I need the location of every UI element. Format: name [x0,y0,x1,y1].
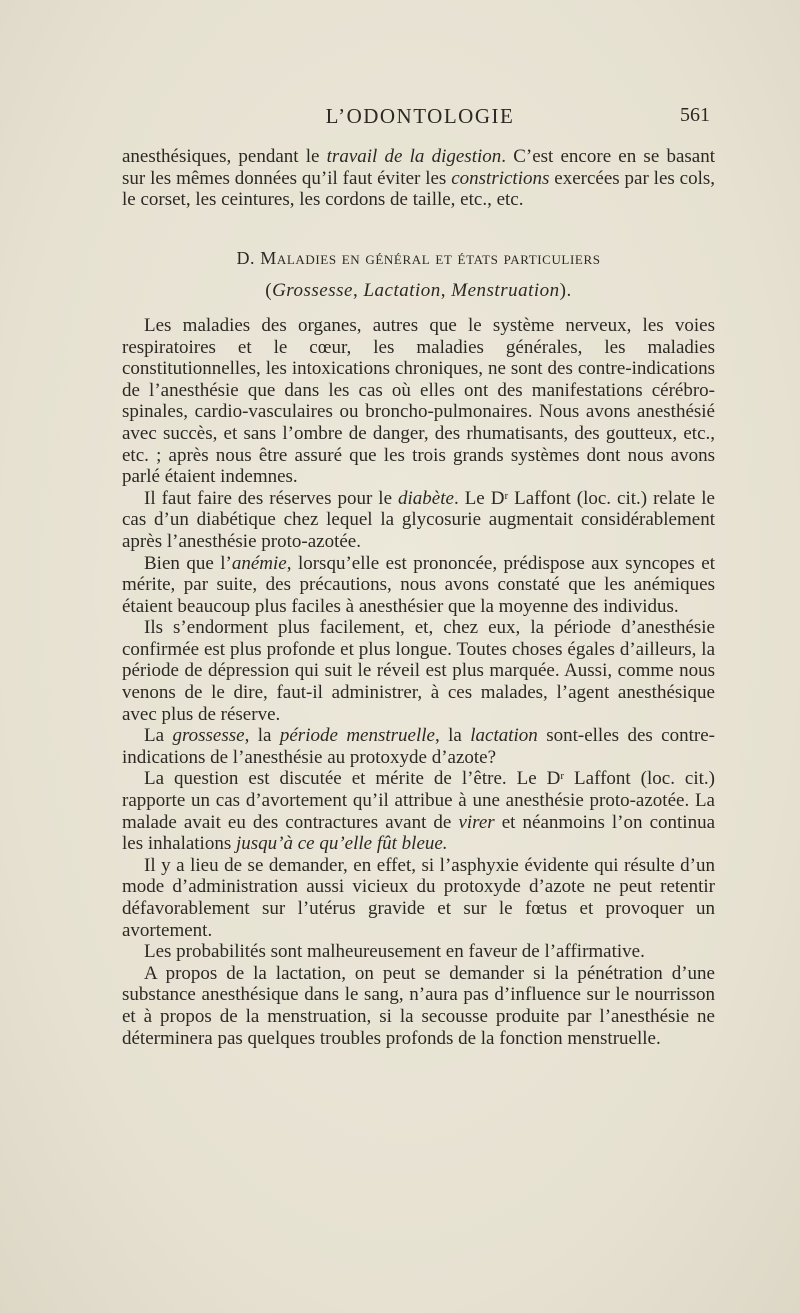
superscript: r [560,770,565,783]
paragraph: Ils s’endorment plus facilement, et, chez eux, la période d’anesthésie confirmée est plus profonde et plus longue. Toutes choses égales d’ailleurs, la période de dépression qui suit le réveil est plus marquée. Aussi, comme nous venons de le dire, faut-il administrer, à ces malades, l’agent anesthésique avec plus de réserve. [122,617,715,725]
text-run: Laffont (loc. cit.) rapporte un cas d’avortement qu’il attribue à une anesthésie proto-azotée. La malade avait eu des contractures avant de [122,768,715,833]
text-run: et néanmoins l’on continua les inhalations [122,811,715,855]
text-run: . Le D [453,487,505,509]
punctuation: , [352,280,364,302]
emphasis: anémie [231,552,287,574]
text-run: , la [434,725,471,747]
paragraph: A propos de la lactation, on peut se demander si la pénétration d’une substance anesthésique dans le sang, n’aura pas d’influence sur le nourrisson et à propos de la menstruation, si la secousse produite par l’anesthésie ne déterminera pas quelques troubles profonds de la fonction menstruelle. [122,962,715,1049]
text-run: La question est discutée et mérite de l’être. Le D [144,768,561,790]
text-run: La [144,725,173,747]
running-title: L’ODONTOLOGIE [325,104,515,128]
text-run: , lorsqu’elle est prononcée, prédispose aux syncopes et mérite, par suite, des précautions, nous avons constaté que les anémiques étaient beaucoup plus faciles à anesthésier que la moyenne des individus. [122,552,715,617]
text-run: Laffont (loc. cit.) relate le cas d’un diabétique chez lequel la glycosurie augmentait considérablement après l’anesthésie proto-azotée. [122,487,715,552]
emphasis: lactation [470,725,538,747]
paragraph: Les maladies des organes, autres que le système nerveux, les voies respiratoires et le cœur, les maladies générales, les maladies constitutionnelles, les intoxications chroniques, ne sont des contre-indications de l’anesthésie que dans les cas où elles ont des manifestations cérébro-spinales, cardio-vasculaires ou broncho-pulmonaires. Nous avons anesthésié avec succès, et sans l’ombre de danger, des rhumatisants, des goutteux, etc., etc. ; après nous être assuré que les trois grands systèmes dont nous avons parlé étaient indemnes. [122,314,715,488]
emphasis: travail de la digestion [326,146,502,167]
text-run: . C’est encore en se basant sur les mêmes données qu’il faut éviter les [122,146,715,189]
page-header [130,104,710,134]
section-letter: D. [236,247,256,268]
punctuation: ( [265,280,273,302]
emphasis: période menstruelle [279,725,435,747]
text-run: exercées par les cols, le corset, les ceintures, les cordons de taille, etc., etc. [122,167,716,211]
emphasis: jusqu’à ce qu’elle fût bleue. [235,833,448,855]
paragraph [122,488,715,553]
subtitle-item: Grossesse [272,280,353,302]
text-run: Bien que l’ [144,552,232,574]
punctuation: ). [559,280,572,302]
text-run: anesthésiques, pendant le [122,146,327,167]
text-run: , la [244,725,280,747]
section-subheading [122,280,715,302]
section-heading [122,248,715,270]
body-text [122,146,715,1049]
paragraph [122,768,715,854]
subtitle-item: Lactation [363,280,441,302]
emphasis: virer [458,811,495,833]
emphasis: constrictions [451,167,550,189]
paragraph [122,553,715,618]
text-run: sont-elles des contre-indications de l’anesthésie au protoxyde d’azote? [122,725,715,768]
subtitle-item: Menstruation [451,280,560,302]
paragraph [122,725,715,768]
punctuation: , [440,280,452,302]
superscript: r [504,489,509,502]
emphasis: diabète [398,487,454,509]
paragraph: Il y a lieu de se demander, en effet, si l’asphyxie évidente qui résulte d’un mode d’administration aussi vicieux du protoxyde d’azote ne peut retentir défavorablement sur l’utérus gravide et sur le fœtus et provoquer un avortement. [122,854,715,941]
text-run: Il faut faire des réserves pour le [144,487,399,509]
page-number: 561 [680,104,710,126]
emphasis: grossesse [172,725,245,747]
paragraph: Les probabilités sont malheureusement en faveur de l’affirmative. [144,941,645,963]
paragraph-continued [122,146,715,211]
section-title: Maladies en général et états particuliers [260,247,601,268]
